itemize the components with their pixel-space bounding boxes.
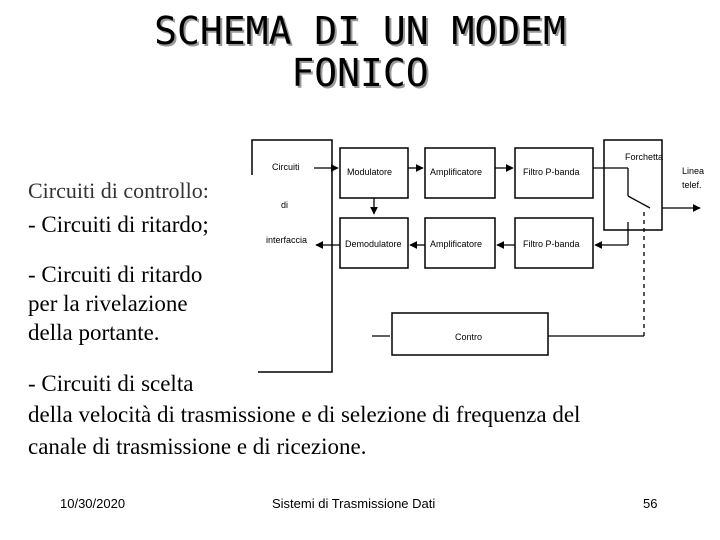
line-label-1: Linea xyxy=(682,166,705,176)
control-label: Contro xyxy=(455,332,483,342)
item-speed-selection-line-3: canale di trasmissione e di ricezione. xyxy=(28,434,367,459)
demodulator-label: Demodulatore xyxy=(345,239,402,249)
tx-amplifier-label: Amplificatore xyxy=(430,167,483,177)
slide-title-line-1: SCHEMA DI UN MODEM xyxy=(154,9,566,53)
footer-page-number: 56 xyxy=(643,496,658,511)
interface-label-1: Circuiti xyxy=(272,162,300,172)
footer-date: 10/30/2020 xyxy=(60,496,126,511)
tx-filter-label: Filtro P-banda xyxy=(523,167,580,177)
interface-label-2: di xyxy=(281,200,289,210)
rx-filter-label: Filtro P-banda xyxy=(523,239,580,249)
item-carrier-detection-line-2: per la rivelazione xyxy=(28,291,188,316)
item-speed-selection-line-2: della velocità di trasmissione e di selezione di frequenza del xyxy=(28,402,581,427)
item-carrier-detection-line-3: della portante. xyxy=(28,320,160,345)
slide-title-line-2: FONICO xyxy=(291,51,429,95)
interface-block xyxy=(252,140,332,372)
control-heading: Circuiti di controllo: xyxy=(28,178,209,203)
modulator-label: Modulatore xyxy=(347,167,393,177)
hybrid-label: Forchetta xyxy=(625,152,664,162)
item-carrier-detection-line-1: - Circuiti di ritardo xyxy=(28,262,203,287)
interface-label-3: interfaccia xyxy=(266,235,308,245)
line-label-2: telef. xyxy=(682,180,702,190)
footer-title: Sistemi di Trasmissione Dati xyxy=(272,496,436,511)
item-speed-selection-line-1: - Circuiti di scelta xyxy=(28,371,194,396)
item-delay-circuits: - Circuiti di ritardo; xyxy=(28,212,209,237)
rx-amplifier-label: Amplificatore xyxy=(430,239,483,249)
